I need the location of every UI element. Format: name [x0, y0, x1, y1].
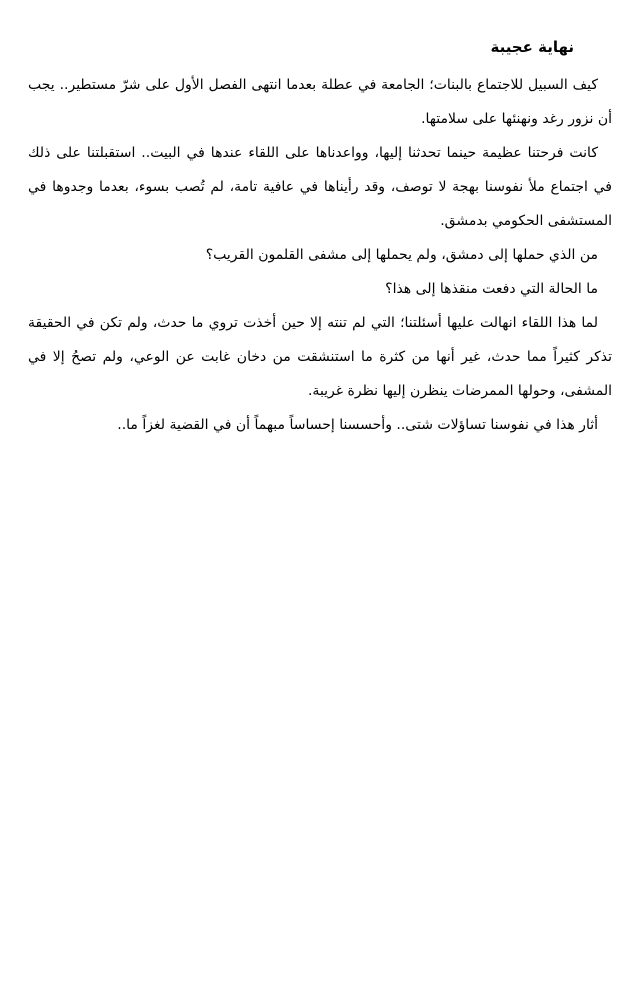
document-title: نهاية عجيبة	[490, 38, 574, 56]
document-page	[28, 36, 612, 442]
paragraph-6: أثار هذا في نفوسنا تساؤلات شتى.. وأحسسنا إحساساً مبهماً أن في القضية لغزاً ما..	[117, 417, 598, 433]
paragraph-2: كانت فرحتنا عظيمة حينما تحدثنا إليها، وواعدناها على اللقاء عندها في البيت.. استقبلتنا على ذلك في اجتماع ملأ نفوسنا بهجة لا توصف، وقد رأيناها في عافية تامة، لم تُصب بسوء، بعدما وجدوها في المستشفى الحكومي بدمشق.	[28, 145, 612, 229]
paragraph-1: كيف السبيل للاجتماع بالبنات؛ الجامعة في عطلة بعدما انتهى الفصل الأول على شرّ مستطير.. يجب أن نزور رغد ونهنئها على سلامتها.	[28, 77, 612, 127]
paragraph-3: من الذي حملها إلى دمشق، ولم يحملها إلى مشفى القلمون القريب؟	[205, 247, 598, 263]
paragraph-4: ما الحالة التي دفعت منقذها إلى هذا؟	[385, 281, 598, 297]
paragraph-5: لما هذا اللقاء انهالت عليها أسئلتنا؛ التي لم تنته إلا حين أخذت تروي ما حدث، ولم تكن في الحقيقة تذكر كثيراً مما حدث، غير أنها من كثرة ما استنشقت من دخان غابت عن الوعي، ولم تصحُ إلا في المشفى، وحولها الممرضات ينظرن إليها نظرة غريبة.	[28, 315, 612, 399]
